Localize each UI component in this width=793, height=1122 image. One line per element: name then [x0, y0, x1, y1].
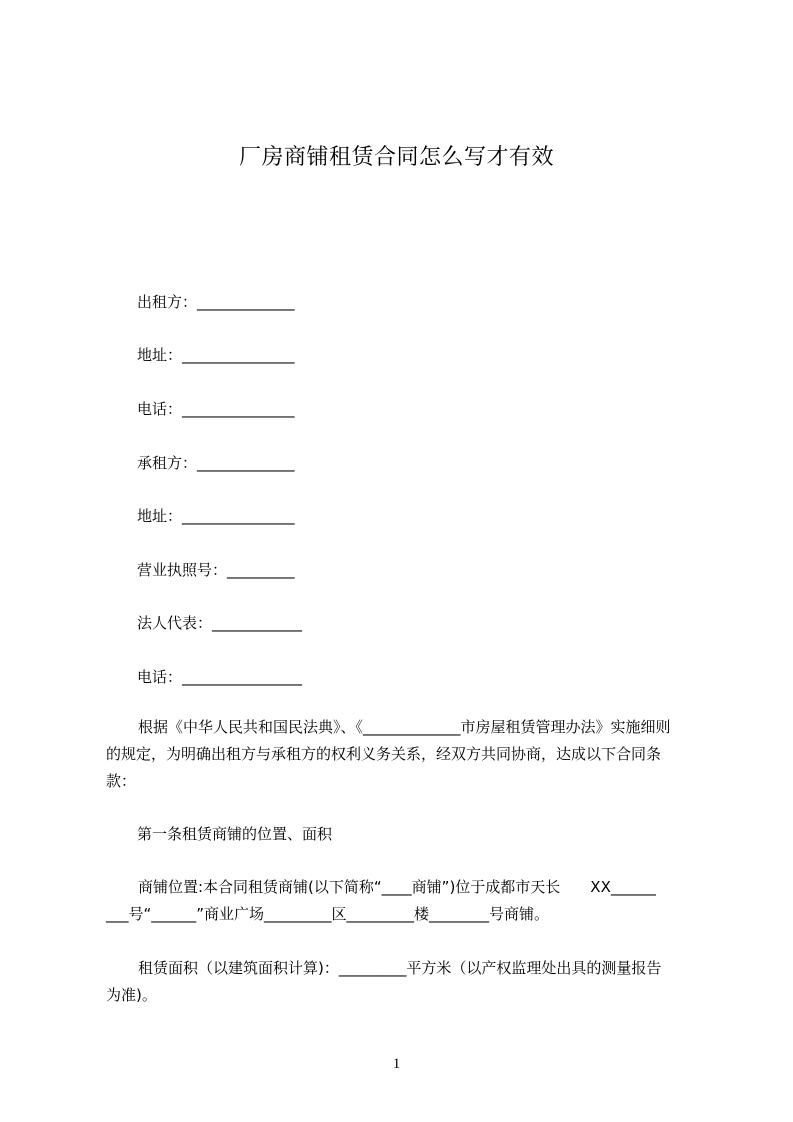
intro-line: 根据《中华人民共和国民法典》、《_____________市房屋租赁管理办法》实施细则 [138, 718, 671, 736]
location-line: ___号“______”商业广场_________区_________楼________号商铺。 [106, 905, 550, 923]
intro-line: 的规定，为明确出租方与承租方的权利义务关系，经双方共同协商，达成以下合同条 [106, 745, 662, 763]
shop-location-paragraph [106, 874, 706, 928]
location-line: 商铺位置:本合同租赁商铺(以下简称“____商铺”)位于成都市天长 XX______ [138, 878, 656, 896]
intro-paragraph [106, 714, 706, 795]
lessor-phone-field: 电话：_______________ [137, 400, 295, 418]
legal-representative-field: 法人代表：____________ [137, 614, 303, 632]
lessee-address-field: 地址：_______________ [137, 507, 295, 525]
lessor-address-field: 地址：_______________ [137, 346, 295, 364]
page-number: 1 [392, 1056, 401, 1072]
lessor-field: 出租方：_____________ [137, 293, 295, 311]
lessee-field: 承租方：_____________ [137, 454, 295, 472]
business-license-field: 营业执照号：_________ [137, 561, 295, 579]
area-line: 租赁面积（以建筑面积计算)：_________平方米（以产权监理处出具的测量报告 [138, 959, 662, 977]
lease-area-paragraph [106, 955, 706, 1009]
area-line: 为准)。 [106, 986, 157, 1004]
intro-line: 款： [106, 772, 137, 790]
document-title: 厂房商铺租赁合同怎么写才有效 [238, 145, 554, 170]
article-1-heading: 第一条租赁商铺的位置、面积 [137, 825, 333, 843]
lessee-phone-field: 电话：________________ [137, 668, 303, 686]
